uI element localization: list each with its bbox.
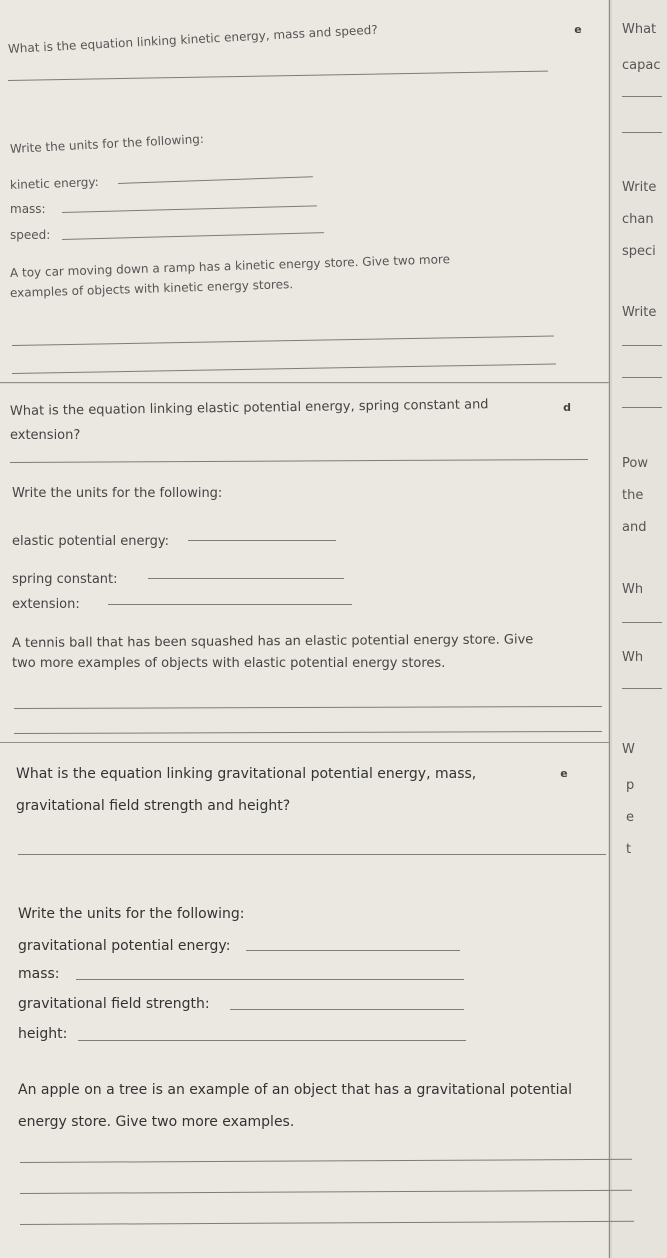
side-text-w: W [622,742,635,757]
section2-example-text-1: A tennis ball that has been squashed has an elastic potential energy store. Give [11,632,534,651]
side-line [622,345,662,346]
section3-mass-answer-line[interactable] [76,979,464,980]
section3-question-2: gravitational field strength and height? [16,798,291,814]
section2-units-prompt: Write the units for the following: [12,486,223,501]
section3-badge: e [560,766,568,780]
section-divider-2 [0,742,610,743]
side-line [622,132,662,133]
section2-question-2: extension? [10,428,81,443]
section2-spring-constant-answer-line[interactable] [148,578,344,579]
side-line [622,96,662,97]
section1-badge: e [574,22,582,36]
section3-units-prompt: Write the units for the following: [18,906,245,922]
section3-field-height: height: [18,1026,68,1042]
side-text-t: t [626,842,632,857]
section2-example-text-2: two more examples of objects with elastic potential energy stores. [12,656,446,671]
section2-question-1: What is the equation linking elastic potential energy, spring constant and [9,397,489,419]
section1-field-mass: mass: [10,202,46,216]
section3-field-gravitational-field-strength: gravitational field strength: [18,996,210,1012]
section2-field-elastic-potential-energy: elastic potential energy: [12,534,170,549]
section2-field-spring-constant: spring constant: [12,572,118,587]
side-line [622,407,662,408]
section-divider-1 [0,382,610,383]
section2-badge: d [563,400,571,414]
section3-gfs-answer-line[interactable] [230,1009,464,1010]
section2-elastic-potential-energy-answer-line[interactable] [188,540,336,541]
sheet-divider [609,0,610,1258]
side-text-pow: Pow [622,456,648,471]
section1-units-prompt: Write the units for the following: [9,131,205,156]
side-text-what: What [622,22,657,37]
section3-example-text-1: An apple on a tree is an example of an object that has a gravitational potential [18,1082,573,1098]
section3-answer-line[interactable] [18,854,606,855]
side-text-speci: speci [622,244,656,259]
section1-field-kinetic-energy: kinetic energy: [9,174,99,192]
section2-field-extension: extension: [12,597,80,612]
section1-example-text-1: A toy car moving down a ramp has a kinetic energy store. Give two more [9,252,451,280]
side-text-wh-2: Wh [622,650,644,665]
side-text-e: e [626,810,634,825]
side-text-write: Write [622,180,657,195]
section3-field-mass: mass: [18,966,60,982]
section1-field-speed: speed: [10,228,51,242]
section3-gpe-answer-line[interactable] [246,950,460,951]
side-text-capac: capac [622,58,661,73]
side-text-chan: chan [622,212,654,227]
side-text-the: the [622,488,644,503]
section1-question: What is the equation linking kinetic energy, mass and speed? [7,22,379,56]
side-text-wh: Wh [622,582,644,597]
section3-question-1: What is the equation linking gravitational potential energy, mass, [16,766,477,782]
side-text-p: p [626,778,635,793]
side-text-and: and [622,520,647,535]
side-text-write-2: Write [622,305,657,320]
side-line [622,622,662,623]
side-line [622,688,662,689]
section3-field-gravitational-potential-energy: gravitational potential energy: [18,938,231,954]
section2-extension-answer-line[interactable] [108,604,352,605]
section3-height-answer-line[interactable] [78,1040,466,1041]
worksheet-sheet-top [0,0,608,382]
section1-example-text-2: examples of objects with kinetic energy stores. [9,277,294,300]
side-line [622,377,662,378]
section3-example-text-2: energy store. Give two more examples. [18,1114,295,1130]
